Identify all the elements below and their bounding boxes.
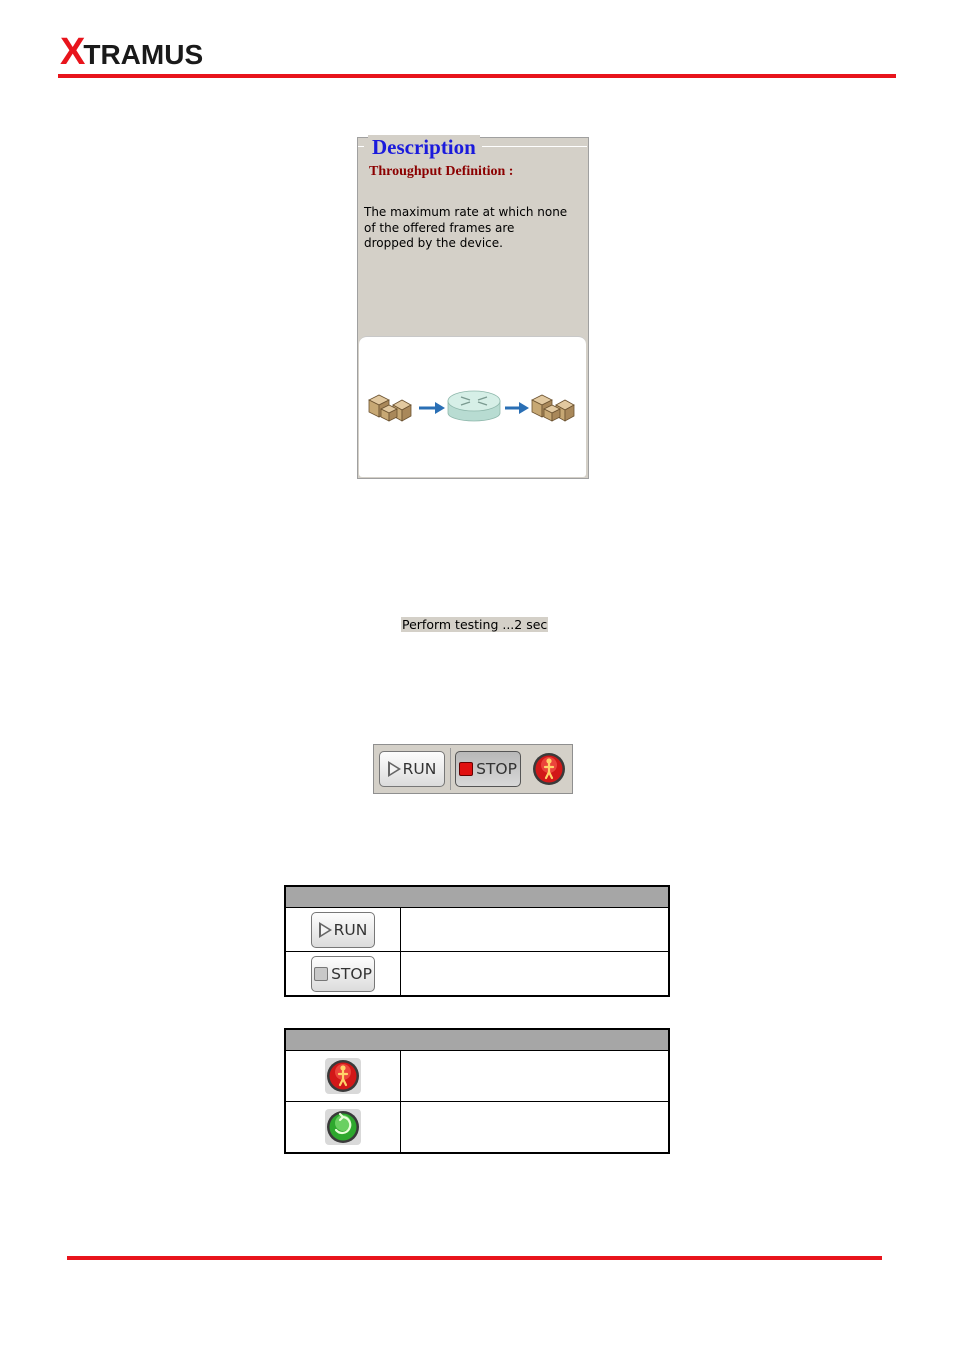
stop-button-icon [311,956,375,992]
arrow-icon [419,402,445,414]
footer-rule [67,1256,882,1260]
groupbox-line-left [358,146,364,147]
toolbar-separator [450,748,451,790]
logo-rest: TRAMUS [83,39,204,70]
run-label: RUN [333,920,368,939]
stop-label: STOP [331,964,372,983]
button-table-header [285,886,669,908]
xtramus-logo [60,31,204,73]
throughput-diagram [359,336,586,477]
red-status-icon [324,1057,362,1095]
table-cell-description [401,952,670,997]
play-icon [319,922,331,938]
table-cell-icon [285,1051,401,1102]
run-button-label: RUN [402,760,437,778]
table-cell-description [401,1051,670,1102]
logo-x: X [60,31,85,73]
table-cell-icon [285,1102,401,1154]
table-cell-description [401,1102,670,1154]
description-subtitle: Throughput Definition : [369,164,514,179]
stop-grey-icon [314,967,328,981]
testing-status: Perform testing ...2 sec [402,617,548,632]
table-row [285,1051,669,1102]
run-button[interactable] [379,751,445,787]
packets-icon [532,395,574,421]
button-legend-table [284,885,670,997]
table-cell-icon [285,908,401,952]
arrow-icon [505,402,529,414]
test-toolbar [373,744,573,794]
stop-button-label: STOP [476,760,517,778]
packets-icon [369,395,411,421]
description-body: The maximum rate at which none of the offered frames are dropped by the device. [364,205,568,250]
description-title: Description [368,135,480,159]
header-rule [58,74,896,78]
stop-button[interactable] [455,751,521,787]
table-row [285,952,669,997]
table-cell-description [401,908,670,952]
table-row [285,908,669,952]
status-legend-table [284,1028,670,1154]
description-panel [357,137,589,479]
table-cell-icon [285,952,401,997]
running-red-icon [532,752,566,786]
green-status-icon [324,1108,362,1146]
router-icon [448,391,500,421]
play-icon [388,761,400,777]
stop-red-icon [459,762,473,776]
table-row [285,1102,669,1154]
run-button-icon [311,912,375,948]
status-table-header [285,1029,669,1051]
groupbox-line-right [482,146,587,147]
throughput-diagram-svg [359,337,586,477]
